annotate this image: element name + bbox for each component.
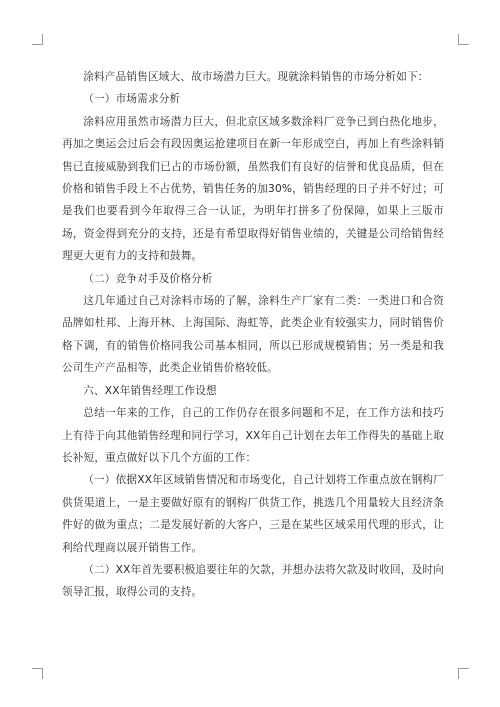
- work-plan-item-1: （一）依据XX年区域销售情况和市场变化，自己计划将工作重点放在钢构厂供货渠道上，一是主要做好原有的钢构厂供货工作，挑选几个用量较大且经济条件好的做为重点；二是发展好新的大客户，三是在某些区域采用代理的形式，让利给代理商以展开销售工作。: [62, 474, 444, 554]
- section-heading-market-demand: （一）市场需求分析: [83, 93, 181, 106]
- crop-mark-top-right: [458, 34, 469, 45]
- section-heading-competition: （二）竞争对手及价格分析: [83, 272, 213, 285]
- document-body: [62, 66, 444, 604]
- competition-paragraph: 这几年通过自己对涂料市场的了解，涂料生产厂家有二类：一类进口和合资品牌如杜邦、上海开林、上海国际、海虹等，此类企业有较强实力，同时销售价格下调，有的销售价格同我公司基本相同，所以已形成规模销售；另一类是和我公司生产产品相等，此类企业销售价格较低。: [62, 295, 444, 375]
- crop-mark-bottom-left: [32, 668, 43, 679]
- work-plan-summary-paragraph: 总结一年来的工作，自己的工作仍存在很多问题和不足，在工作方法和技巧上有待于向其他销售经理和同行学习，XX年自己计划在去年工作得失的基础上取长补短，重点做好以下几个方面的工作：: [62, 407, 444, 464]
- intro-paragraph: 涂料产品销售区域大、故市场潜力巨大。现就涂料销售的市场分析如下：: [83, 71, 429, 83]
- crop-mark-top-left: [32, 34, 43, 45]
- section-heading-work-plan: 六、XX年销售经理工作设想: [83, 384, 217, 397]
- crop-mark-bottom-right: [458, 668, 469, 679]
- work-plan-item-2: （二）XX年首先要积极追要往年的欠款，并想办法将欠款及时收回，及时向领导汇报，取得公司的支持。: [62, 563, 444, 599]
- market-demand-paragraph: 涂料应用虽然市场潜力巨大，但北京区域多数涂料厂竞争已到白热化地步，再加之奥运会过后会有段因奥运抢建项目在新一年形成空白，再加上有些涂料销售已直接威胁到我们已占的市场份额，虽然我们有良好的信誉和优良品质，但在价格和销售手段上不占优势，销售任务的加30%，销售经理的日子并不好过；可是我们也要看到今年取得三合一认证，为明年打拼多了份保障，如果上三版市场，资金得到充分的支持，还是有希望取得好销售业绩的，关键是公司给销售经理更大更有力的支持和鼓舞。: [62, 115, 444, 263]
